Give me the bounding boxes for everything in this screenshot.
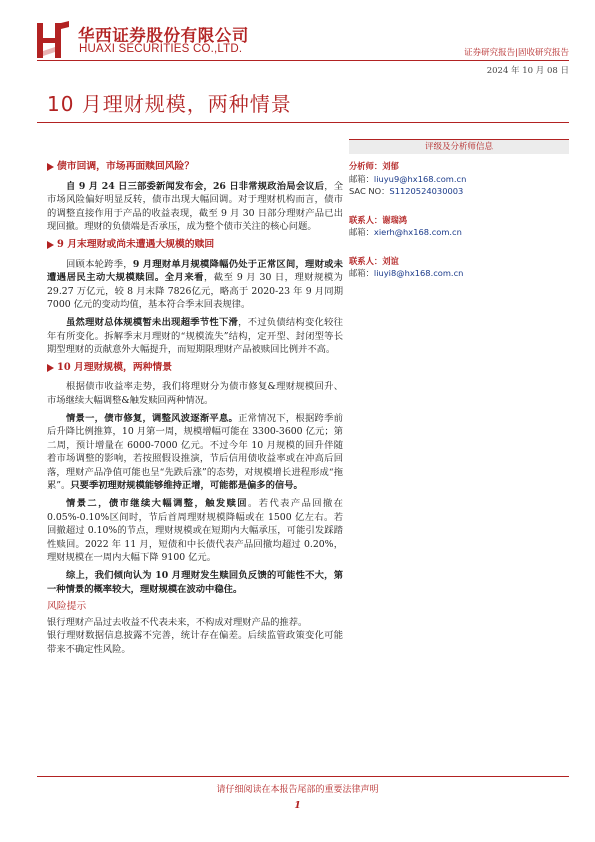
email-label: 邮箱： <box>349 268 374 278</box>
body-paragraph <box>47 412 343 494</box>
report-type: 证券研究报告|固收研究报告 <box>464 48 569 58</box>
company-name-en: HUAXI SECURITIES CO.,LTD. <box>79 43 243 55</box>
text-run: 根据债市收益率走势，我们将理财分为债市修复&理财规模回升、市场继续大幅调整&触发赎回两种情况。 <box>47 381 343 406</box>
risk-line: 银行理财产品过去收益不代表未来，不构成对理财产品的推荐。 <box>47 616 308 628</box>
sac-label: SAC NO： <box>349 186 390 196</box>
section-heading-text: 10 月理财规模，两种情景 <box>57 361 173 373</box>
body-paragraph <box>47 258 343 312</box>
report-title: 10 月理财规模，两种情景 <box>47 92 292 116</box>
contact-name: 联系人：刘谊 <box>349 255 399 266</box>
contact-email-line <box>349 226 569 239</box>
body-paragraph <box>47 380 343 407</box>
body-paragraph <box>47 316 343 357</box>
text-run: ，全市场风险偏好明显反转，债市出现大幅回调。对于理财机构而言，债市的调整直接作用于产品的收益表现，截至 9 月 30 日部分理财产品已出现回撤。理财的负债端是否承压，成为整个债市关注的核心问题。 <box>47 180 343 233</box>
report-date: 2024 年 10 月 08 日 <box>486 66 569 76</box>
bold-run: 只要季初理财规模能够维持正增，可能都是偏多的信号。 <box>70 480 303 492</box>
bold-run: 综上，我们倾向认为 10 月理财发生赎回负反馈的可能性不大，第一种情景的概率较大，理财规模在波动中稳住。 <box>47 570 343 595</box>
triangle-bullet-icon <box>47 364 54 372</box>
analyst-panel <box>349 137 569 280</box>
text-run: ，截至 9 月 30 日，理财规模为 29.27 万亿元，较 8 月末降 7826亿元，略高于 2020-23 年 9 月同期 7000 亿元的变动均值，基本符合季末回表规律。 <box>47 272 343 311</box>
analyst-sac-number: S1120524030003 <box>389 186 464 196</box>
sections-container <box>47 160 343 596</box>
email-label: 邮箱： <box>349 227 374 237</box>
bold-run: 虽然理财总体规模暂未出现超季节性下滑 <box>66 316 239 328</box>
section-heading <box>47 238 343 252</box>
analyst-email-link[interactable]: liuyu9@hx168.com.cn <box>373 173 467 184</box>
panel-heading: 评级及分析师信息 <box>349 140 569 154</box>
analyst-name: 分析师：刘郁 <box>349 161 399 171</box>
footer-divider <box>37 776 569 777</box>
contact-email-link[interactable]: liuyi8@hx168.com.cn <box>373 268 464 278</box>
email-label: 邮箱： <box>349 173 374 184</box>
legal-notice-link[interactable]: 请仔细阅读在本报告尾部的重要法律声明 <box>216 785 379 795</box>
bold-run: 9 月理财单月规模降幅仍处于正常区间，理财或未遭遇居民主动大规模赎回。全月来看 <box>47 258 343 284</box>
section-heading-text: 9 月末理财或尚未遭遇大规模的赎回 <box>57 238 215 250</box>
triangle-bullet-icon <box>47 241 54 249</box>
main-content <box>47 160 343 657</box>
spacer <box>349 239 569 255</box>
company-logo-icon <box>37 21 69 58</box>
contact-email-link[interactable]: xierh@hx168.com.cn <box>373 227 462 237</box>
analyst-email-line <box>349 173 569 186</box>
body-paragraph <box>47 497 343 565</box>
triangle-bullet-icon <box>47 163 54 171</box>
bold-run: 自 9 月 24 日三部委新闻发布会，26 日非常规政治局会议后 <box>66 180 325 192</box>
spacer <box>349 198 569 214</box>
contact-name: 联系人：谢瑞鸿 <box>349 214 408 225</box>
title-divider <box>37 122 569 123</box>
analyst-sac-line <box>349 185 569 198</box>
contact-email-line <box>349 267 569 280</box>
page-number: 1 <box>294 800 301 811</box>
text-run: 。若代表产品回撤在 0.05%-0.10%区间时，节后首周理财规模降幅或在 1500 亿左右。若回撤超过 0.10%的节点，理财规模或在短期内大幅承压，可能引发踩踏性赎回。2022 年 11 月，短债和中长债代表产品回撤均超过 0.20%，理财规模在一周内大幅下降 9100 亿元。 <box>47 498 343 564</box>
section-heading-text: 债市回调，市场再面赎回风险？ <box>57 161 195 172</box>
risk-title: 风险提示 <box>47 601 87 613</box>
section-heading <box>47 160 343 174</box>
body-paragraph <box>47 180 343 234</box>
company-name-cn: 华西证券股份有限公司 <box>78 26 249 45</box>
section-heading <box>47 361 343 375</box>
risk-line: 银行理财数据信息披露不完善，统计存在偏差。后续监管政策变化可能带来不确定性风险。 <box>47 630 343 655</box>
header-divider <box>37 60 569 61</box>
bold-run: 情景一，债市修复，调整风波逐渐平息。 <box>66 412 239 424</box>
body-paragraph <box>47 569 343 596</box>
text-run: ，不过负债结构变化较往年有所变化。拆解季末月理财的“规模流失”结构，定开型、封闭型等长期型理财的贡献意外大幅提升，而短期限理财产品被赎回比例并不高。 <box>47 316 343 356</box>
text-run: 正常情况下，根据跨季前后升降比例推算，10 月第一周，规模增幅可能在 3300-3600 亿元；第二周，预计增量在 6000-7000 亿元。不过今年 10 月规模的回升伴随着市场调整的影响，若按照假设推演，节后信用债收益率或在冲高后回落，理财产品净值可能也呈“先跌后涨”的态势，对规模增长进程形成“拖累”。 <box>47 412 343 492</box>
bold-run: 情景二，债市继续大幅调整，触发赎回 <box>66 498 249 510</box>
text-run: 回顾本轮跨季， <box>66 258 133 270</box>
